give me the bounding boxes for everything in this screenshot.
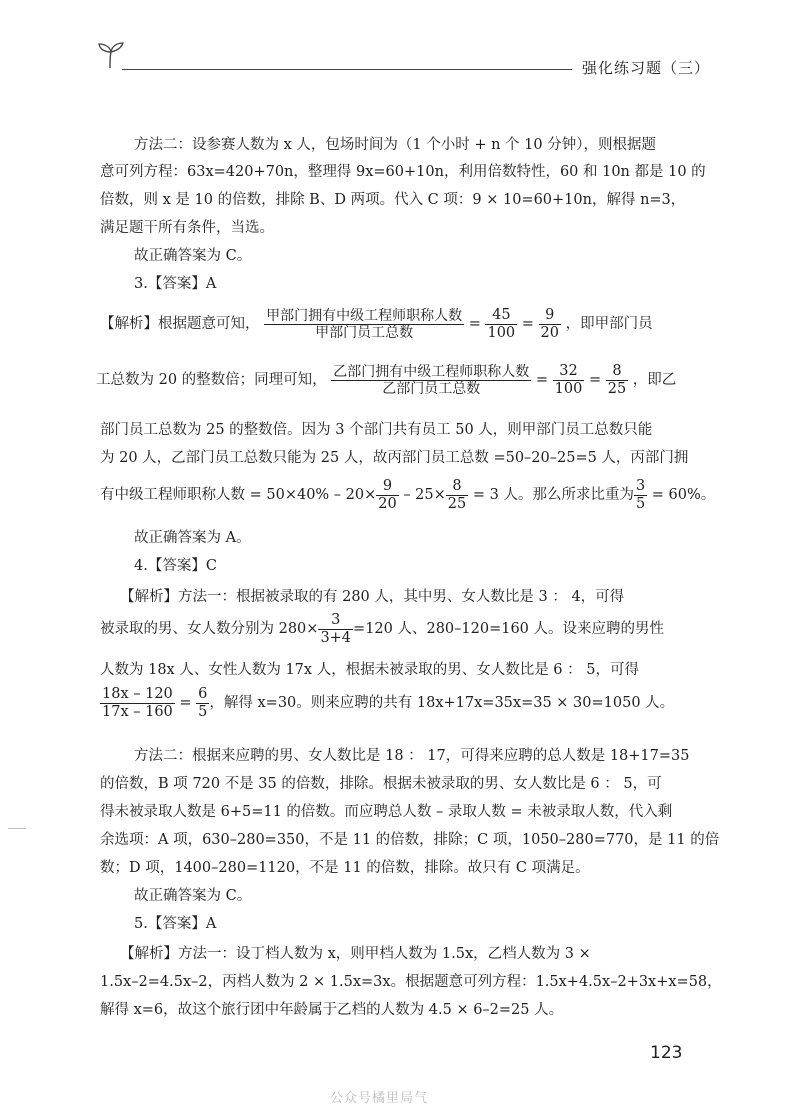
text-line: 数；D 项，1400–280=1120，不是 11 的倍数，排除。故只有 C 项满足。	[100, 860, 590, 876]
fraction-numerator: 18x – 120	[102, 686, 173, 702]
fraction-denominator: 乙部门员工总数	[382, 380, 481, 397]
text-line: 得未被录取人数是 6+5=11 的倍数。而应聘总人数 – 录取人数 = 未被录取人数，代入剩	[100, 804, 673, 820]
text-line: 满足题干所有条件，当选。	[100, 220, 274, 236]
answer-conclusion: 故正确答案为 A。	[134, 530, 251, 546]
text-segment: = 60%。	[647, 487, 716, 504]
header-rule	[122, 69, 572, 70]
text-line: 解得 x=6，故这个旅行团中年龄属于乙档的人数为 4.5 × 6–2=25 人。	[100, 1002, 564, 1018]
fraction-numerator: 9	[539, 307, 561, 325]
text-segment: ，即甲部门员	[565, 316, 653, 333]
fraction	[264, 308, 464, 341]
fraction-denominator: 17x – 160	[102, 703, 173, 720]
formula-line	[100, 478, 715, 512]
fraction-denominator: 25	[447, 495, 467, 512]
fraction	[376, 478, 398, 512]
fraction-numerator: 8	[606, 363, 628, 381]
fraction-numerator: 乙部门拥有中级工程师职称人数	[333, 363, 530, 380]
text-line: 方法二：根据来应聘的男、女人数比是 18 ： 17，可得来应聘的总人数是 18+17=35	[134, 748, 690, 764]
page-header	[0, 0, 800, 90]
fraction	[318, 612, 353, 646]
equals-sign: =	[588, 372, 602, 389]
fraction-denominator: 100	[487, 324, 516, 341]
fraction-denominator: 25	[607, 380, 627, 397]
fraction-numerator: 甲部门拥有中级工程师职称人数	[266, 307, 463, 324]
text-segment: =120 人、280–120=160 人。设来应聘的男性	[353, 621, 665, 638]
sprout-icon	[96, 40, 126, 70]
text-line: 【解析】方法一：设丁档人数为 x，则甲档人数为 1.5x，乙档人数为 3 ×	[120, 946, 591, 962]
fraction-denominator: 100	[554, 380, 583, 397]
fraction-numerator: 45	[485, 307, 517, 325]
fraction-denominator: 甲部门员工总数	[315, 324, 414, 341]
fraction-denominator: 20	[540, 324, 559, 341]
equals-sign: =	[468, 316, 481, 333]
fraction-numerator: 3	[318, 612, 353, 630]
answer-conclusion: 故正确答案为 C。	[134, 888, 252, 904]
text-line: 【解析】方法一：根据被录取的有 280 人，其中男、女人数比是 3 ： 4，可得	[120, 589, 625, 605]
text-line: 部门员工总数为 25 的整数倍。因为 3 个部门共有员工 50 人，则甲部门员工总数只能	[100, 422, 653, 438]
formula-line	[100, 686, 674, 720]
text-line: 为 20 人，乙部门员工总数只能为 25 人，故丙部门员工总数 =50–20–25=5 人，丙部门拥	[100, 450, 689, 466]
equals-sign: =	[535, 372, 549, 389]
answer-conclusion: 故正确答案为 C。	[134, 248, 252, 264]
text-line: 的倍数，B 项 720 不是 35 的倍数，排除。根据未被录取的男、女人数比是 6 ： 5，可	[100, 776, 662, 792]
text-segment: = 3 人。那么所求比重为	[468, 487, 634, 504]
fraction	[634, 478, 647, 512]
text-line: 倍数，则 x 是 10 的倍数，排除 B、D 两项。代入 C 项：9 × 10=60+10n，解得 n=3，	[100, 192, 686, 208]
watermark: 公众号橘里局气	[330, 1091, 429, 1106]
answer-heading: 4.【答案】C	[134, 558, 217, 574]
fraction	[553, 363, 585, 397]
text-segment: 被录取的男、女人数分别为 280×	[100, 621, 319, 638]
equals-sign: =	[174, 695, 197, 712]
fraction	[100, 686, 175, 720]
fraction-numerator: 6	[198, 686, 208, 702]
formula-line	[100, 612, 664, 646]
edge-mark	[8, 828, 26, 829]
text-line: 人数为 18x 人、女性人数为 17x 人，根据未被录取的男、女人数比是 6 ： 5，可得	[100, 662, 639, 678]
answer-heading: 3.【答案】A	[134, 276, 217, 292]
text-segment: 有中级工程师职称人数 = 50×40% – 20×	[100, 487, 377, 504]
answer-heading: 5.【答案】A	[134, 916, 217, 932]
text-segment: ，即乙	[632, 372, 677, 389]
running-head: 强化练习题（三）	[582, 59, 711, 77]
fraction-numerator: 8	[446, 478, 468, 496]
fraction	[539, 307, 561, 341]
text-segment: 【解析】根据题意可知，	[100, 316, 260, 333]
fraction-denominator: 5	[198, 703, 208, 720]
text-line: 1.5x–2=4.5x–2，丙档人数为 2 × 1.5x=3x。根据题意可列方程：1.5x+4.5x–2+3x+x=58，	[100, 974, 722, 990]
fraction-numerator: 32	[553, 363, 585, 381]
text-segment: – 25×	[398, 487, 446, 504]
fraction	[606, 363, 628, 397]
text-segment: ，解得 x=30。则来应聘的共有 18x+17x=35x=35 × 30=1050 人。	[209, 695, 675, 712]
fraction-denominator: 5	[635, 495, 646, 512]
text-line: 意可列方程：63x=420+70n，整理得 9x=60+10n，利用倍数特性，60 和 10n 都是 10 的	[100, 164, 706, 180]
equals-sign: =	[521, 316, 534, 333]
fraction-denominator: 3+4	[320, 629, 352, 646]
formula-line	[100, 307, 653, 341]
fraction-numerator: 3	[635, 478, 646, 494]
page-number: 123	[650, 1043, 683, 1063]
fraction	[196, 686, 209, 720]
text-line: 余选项：A 项，630–280=350，不是 11 的倍数，排除；C 项，1050–280=770，是 11 的倍	[100, 832, 720, 848]
fraction	[446, 478, 468, 512]
fraction-numerator: 9	[376, 478, 398, 496]
fraction	[331, 364, 531, 397]
text-line: 方法二：设参赛人数为 x 人，包场时间为（1 个小时 + n 个 10 分钟），则根据题	[134, 137, 656, 153]
formula-line	[96, 363, 676, 397]
fraction-denominator: 20	[378, 495, 397, 512]
fraction	[485, 307, 517, 341]
text-segment: 工总数为 20 的整数倍；同理可知，	[96, 372, 327, 389]
